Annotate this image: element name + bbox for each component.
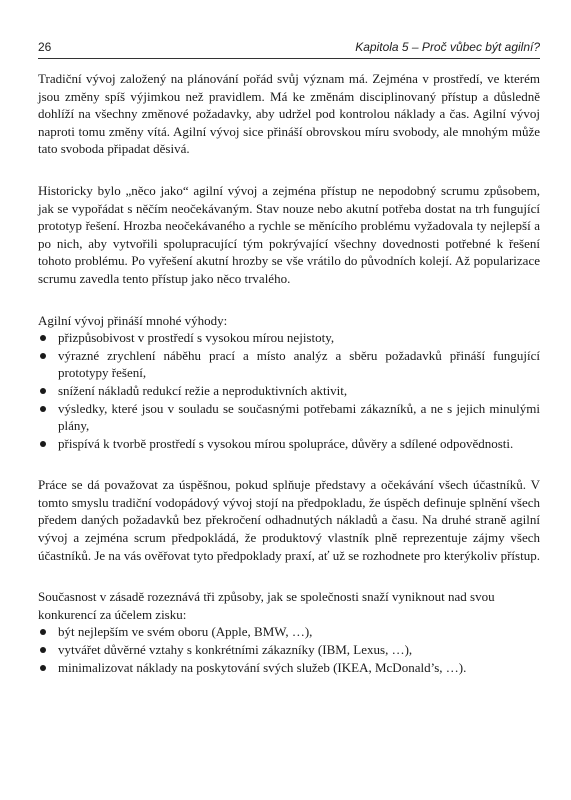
list-item: přizpůsobivost v prostředí s vysokou mírou nejistoty, [38,329,540,347]
benefits-list [38,329,540,452]
paragraph: Historicky bylo „něco jako“ agilní vývoj a zejména přístup ne nepodobný scrumu způsobem, jak se vypořádat s něčím neočekávaným. Stav nouze nebo akutní potřeba dostat na trh fungující prototyp řešení. Hrozba neočekávaného a rychle se měnícího problému vyžadovala ty nejlepší a po nich, aby vytvořili spolupracující tým pokrývající všechny dovednosti potřebné k řešení tohoto problému. Po vyřešení akutní hrozby se vše vrátilo do původních kolejí. Až popularizace scrumu zavedla tento přístup jako něco trvalého. [38,182,540,286]
list-item: výsledky, které jsou v souladu se současnými potřebami zákazníků, a ne s jejich minulými plány, [38,400,540,435]
page-body [38,70,540,700]
list-intro: Agilní vývoj přináší mnohé výhody: [38,312,228,328]
page-number: 26 [38,40,52,54]
strategies-list [38,623,540,676]
paragraph: Tradiční vývoj založený na plánování pořád svůj význam má. Zejména v prostředí, ve kterém jsou změny spíš výjimkou než pravidlem. Má ke změnám disciplinovaný přístup a důsledně dohlíží na všechny změnové požadavky, aby udržel pod kontrolou náklady a čas. Agilní vývoj naproti tomu změny vítá. Agilní vývoj sice přináší obrovskou míru svobody, ale mnohým může tato svoboda připadat děsivá. [38,71,540,157]
list-intro: Současnost v zásadě rozeznává tři způsoby, jak se společnosti snaží vyniknout nad svou konkurencí za účelem zisku: [38,589,495,622]
chapter-title: Kapitola 5 – Proč vůbec být agilní? [355,40,540,54]
paragraph: Práce se dá považovat za úspěšnou, pokud splňuje představy a očekávání všech účastníků. V tomto smyslu tradiční vodopádový vývoj stojí na předpokladu, že úspěch definuje splnění všech předem daných požadavků bez překročení odhadnutých nákladů a času. Na druhé straně agilní vývoj a zejména scrum předpokládá, že produktový vlastník plně reprezentuje zájmy všech účastníků. Je na vás ověřovat tyto předpoklady praxí, ať už se rozhodnete pro kterýkoliv přístup. [38,477,540,563]
header-rule [38,58,540,59]
page-header [38,40,540,54]
list-item: přispívá k tvorbě prostředí s vysokou mírou spolupráce, důvěry a sdílené odpovědnosti. [38,435,540,453]
list-item: výrazné zrychlení náběhu prací a místo analýz a sběru požadavků přináší fungující prototypy řešení, [38,347,540,382]
list-item: snížení nákladů redukcí režie a neproduktivních aktivit, [38,382,540,400]
list-item: minimalizovat náklady na poskytování svých služeb (IKEA, McDonald’s, …). [38,659,540,677]
list-item: vytvářet důvěrné vztahy s konkrétními zákazníky (IBM, Lexus, …), [38,641,540,659]
list-item: být nejlepším ve svém oboru (Apple, BMW, …), [38,623,540,641]
